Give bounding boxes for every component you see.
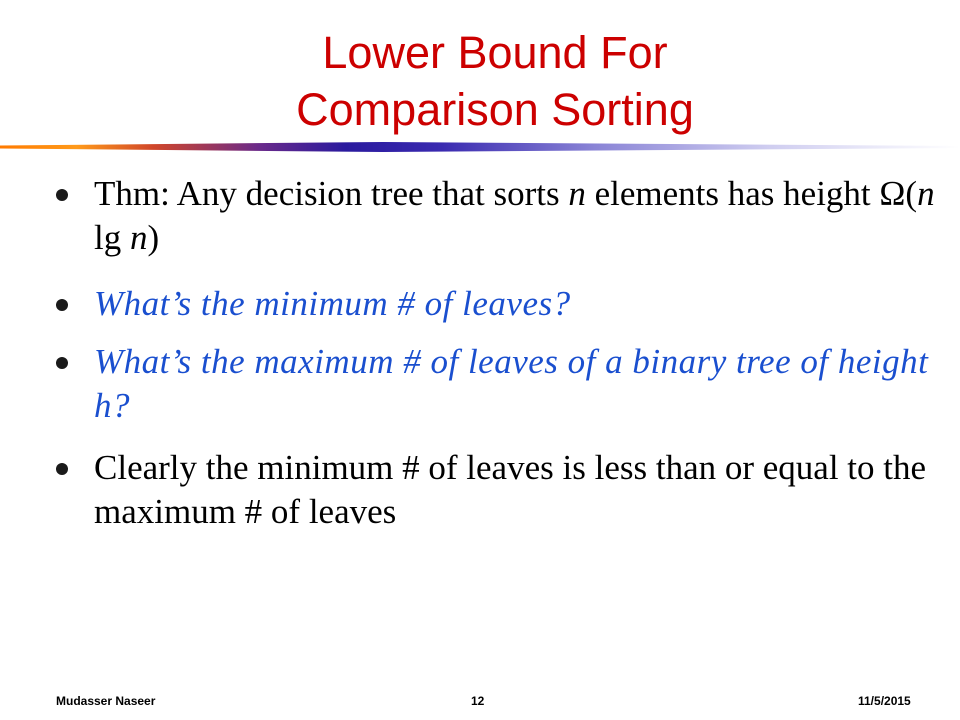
theorem-omega: Ω( xyxy=(879,174,918,213)
bullet-max-leaves-question xyxy=(56,340,936,428)
max-leaves-question-text: What’s the maximum # of leaves of a binary tree of height h? xyxy=(94,342,929,425)
conclusion-text: Clearly the minimum # of leaves is less than or equal to the maximum # of leaves xyxy=(94,448,927,531)
theorem-lg-var-n: n xyxy=(129,218,148,257)
bullet-theorem xyxy=(56,172,936,260)
footer-page-number: 12 xyxy=(471,694,485,708)
title-divider-bar xyxy=(0,142,960,152)
bullet-dot-icon xyxy=(56,299,68,311)
min-leaves-question-text: What’s the minimum # of leaves? xyxy=(94,284,571,323)
slide-title xyxy=(0,24,960,138)
theorem-text-start: Thm: Any decision tree that sorts xyxy=(94,174,569,213)
bullet-dot-icon xyxy=(56,189,68,201)
theorem-lg: lg xyxy=(94,218,130,257)
theorem-var-n: n xyxy=(568,174,586,213)
footer-date: 11/5/2015 xyxy=(858,694,911,708)
bullet-conclusion xyxy=(56,446,936,534)
title-line-1: Lower Bound For xyxy=(322,27,668,78)
bullet-dot-icon xyxy=(56,463,68,475)
bullet-min-leaves-question xyxy=(56,282,936,326)
bullet-dot-icon xyxy=(56,357,68,369)
footer-author: Mudasser Naseer xyxy=(56,694,156,708)
theorem-close-paren: ) xyxy=(147,218,160,257)
theorem-text-middle: elements has height xyxy=(585,174,880,213)
bullet-list xyxy=(56,172,936,534)
title-line-2: Comparison Sorting xyxy=(296,84,694,135)
theorem-omega-var-n: n xyxy=(917,174,935,213)
